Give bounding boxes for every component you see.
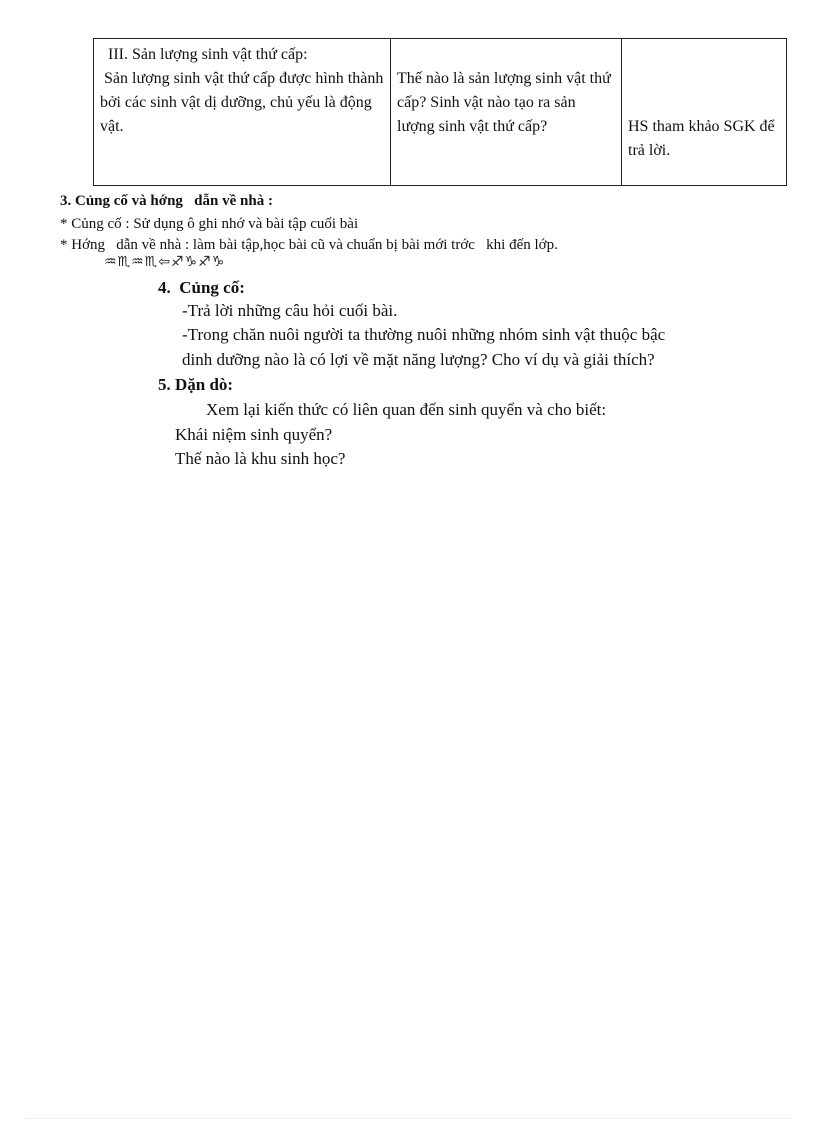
section3-line1: * Củng cố : Sử dụng ô ghi nhớ và bài tập cuối bài bbox=[60, 216, 359, 232]
section4-item2a: -Trong chăn nuôi người ta thường nuôi những nhóm sinh vật thuộc bậc bbox=[182, 325, 666, 344]
teacher-activity-cell bbox=[391, 39, 622, 186]
student-activity-cell bbox=[622, 39, 787, 186]
section4-item1: -Trả lời những câu hỏi cuối bài. bbox=[182, 301, 398, 320]
page-bottom-divider bbox=[24, 1118, 792, 1119]
content-cell bbox=[94, 39, 391, 186]
teacher-question: Thế nào là sản lượng sinh vật thứ cấp? Sinh vật nào tạo ra sản lượng sinh vật thứ cấp? bbox=[397, 70, 611, 135]
section5-heading: 5. Dặn dò: bbox=[158, 375, 234, 394]
section5-line1: Xem lại kiến thức có liên quan đến sinh quyển và cho biết: bbox=[206, 400, 607, 419]
student-answer: HS tham khảo SGK để trả lời. bbox=[628, 118, 775, 159]
section4-item2b: dinh dưỡng nào là có lợi về mặt năng lượng? Cho ví dụ và giải thích? bbox=[182, 350, 655, 369]
section4-heading: 4. Củng cố: bbox=[158, 278, 245, 297]
symbol-glyphs: ♒♏♒♏⇦♐♑♐♑ bbox=[104, 254, 226, 270]
section3-line2: * Hớng dẫn về nhà : làm bài tập,học bài cũ và chuẩn bị bài mới trớc khi đến lớp. bbox=[60, 237, 558, 253]
section3-heading: 3. Củng cố và hớng dẫn về nhà : bbox=[60, 193, 273, 209]
table-row bbox=[94, 39, 787, 186]
lesson-table bbox=[93, 38, 787, 186]
section5-line2: Khái niệm sinh quyển? bbox=[175, 425, 333, 444]
content-title: III. Sản lượng sinh vật thứ cấp: bbox=[108, 46, 308, 63]
content-body: Sản lượng sinh vật thứ cấp được hình thành bởi các sinh vật dị dưỡng, chủ yếu là động vật. bbox=[100, 70, 388, 135]
section5-line3: Thế nào là khu sinh học? bbox=[175, 449, 346, 468]
